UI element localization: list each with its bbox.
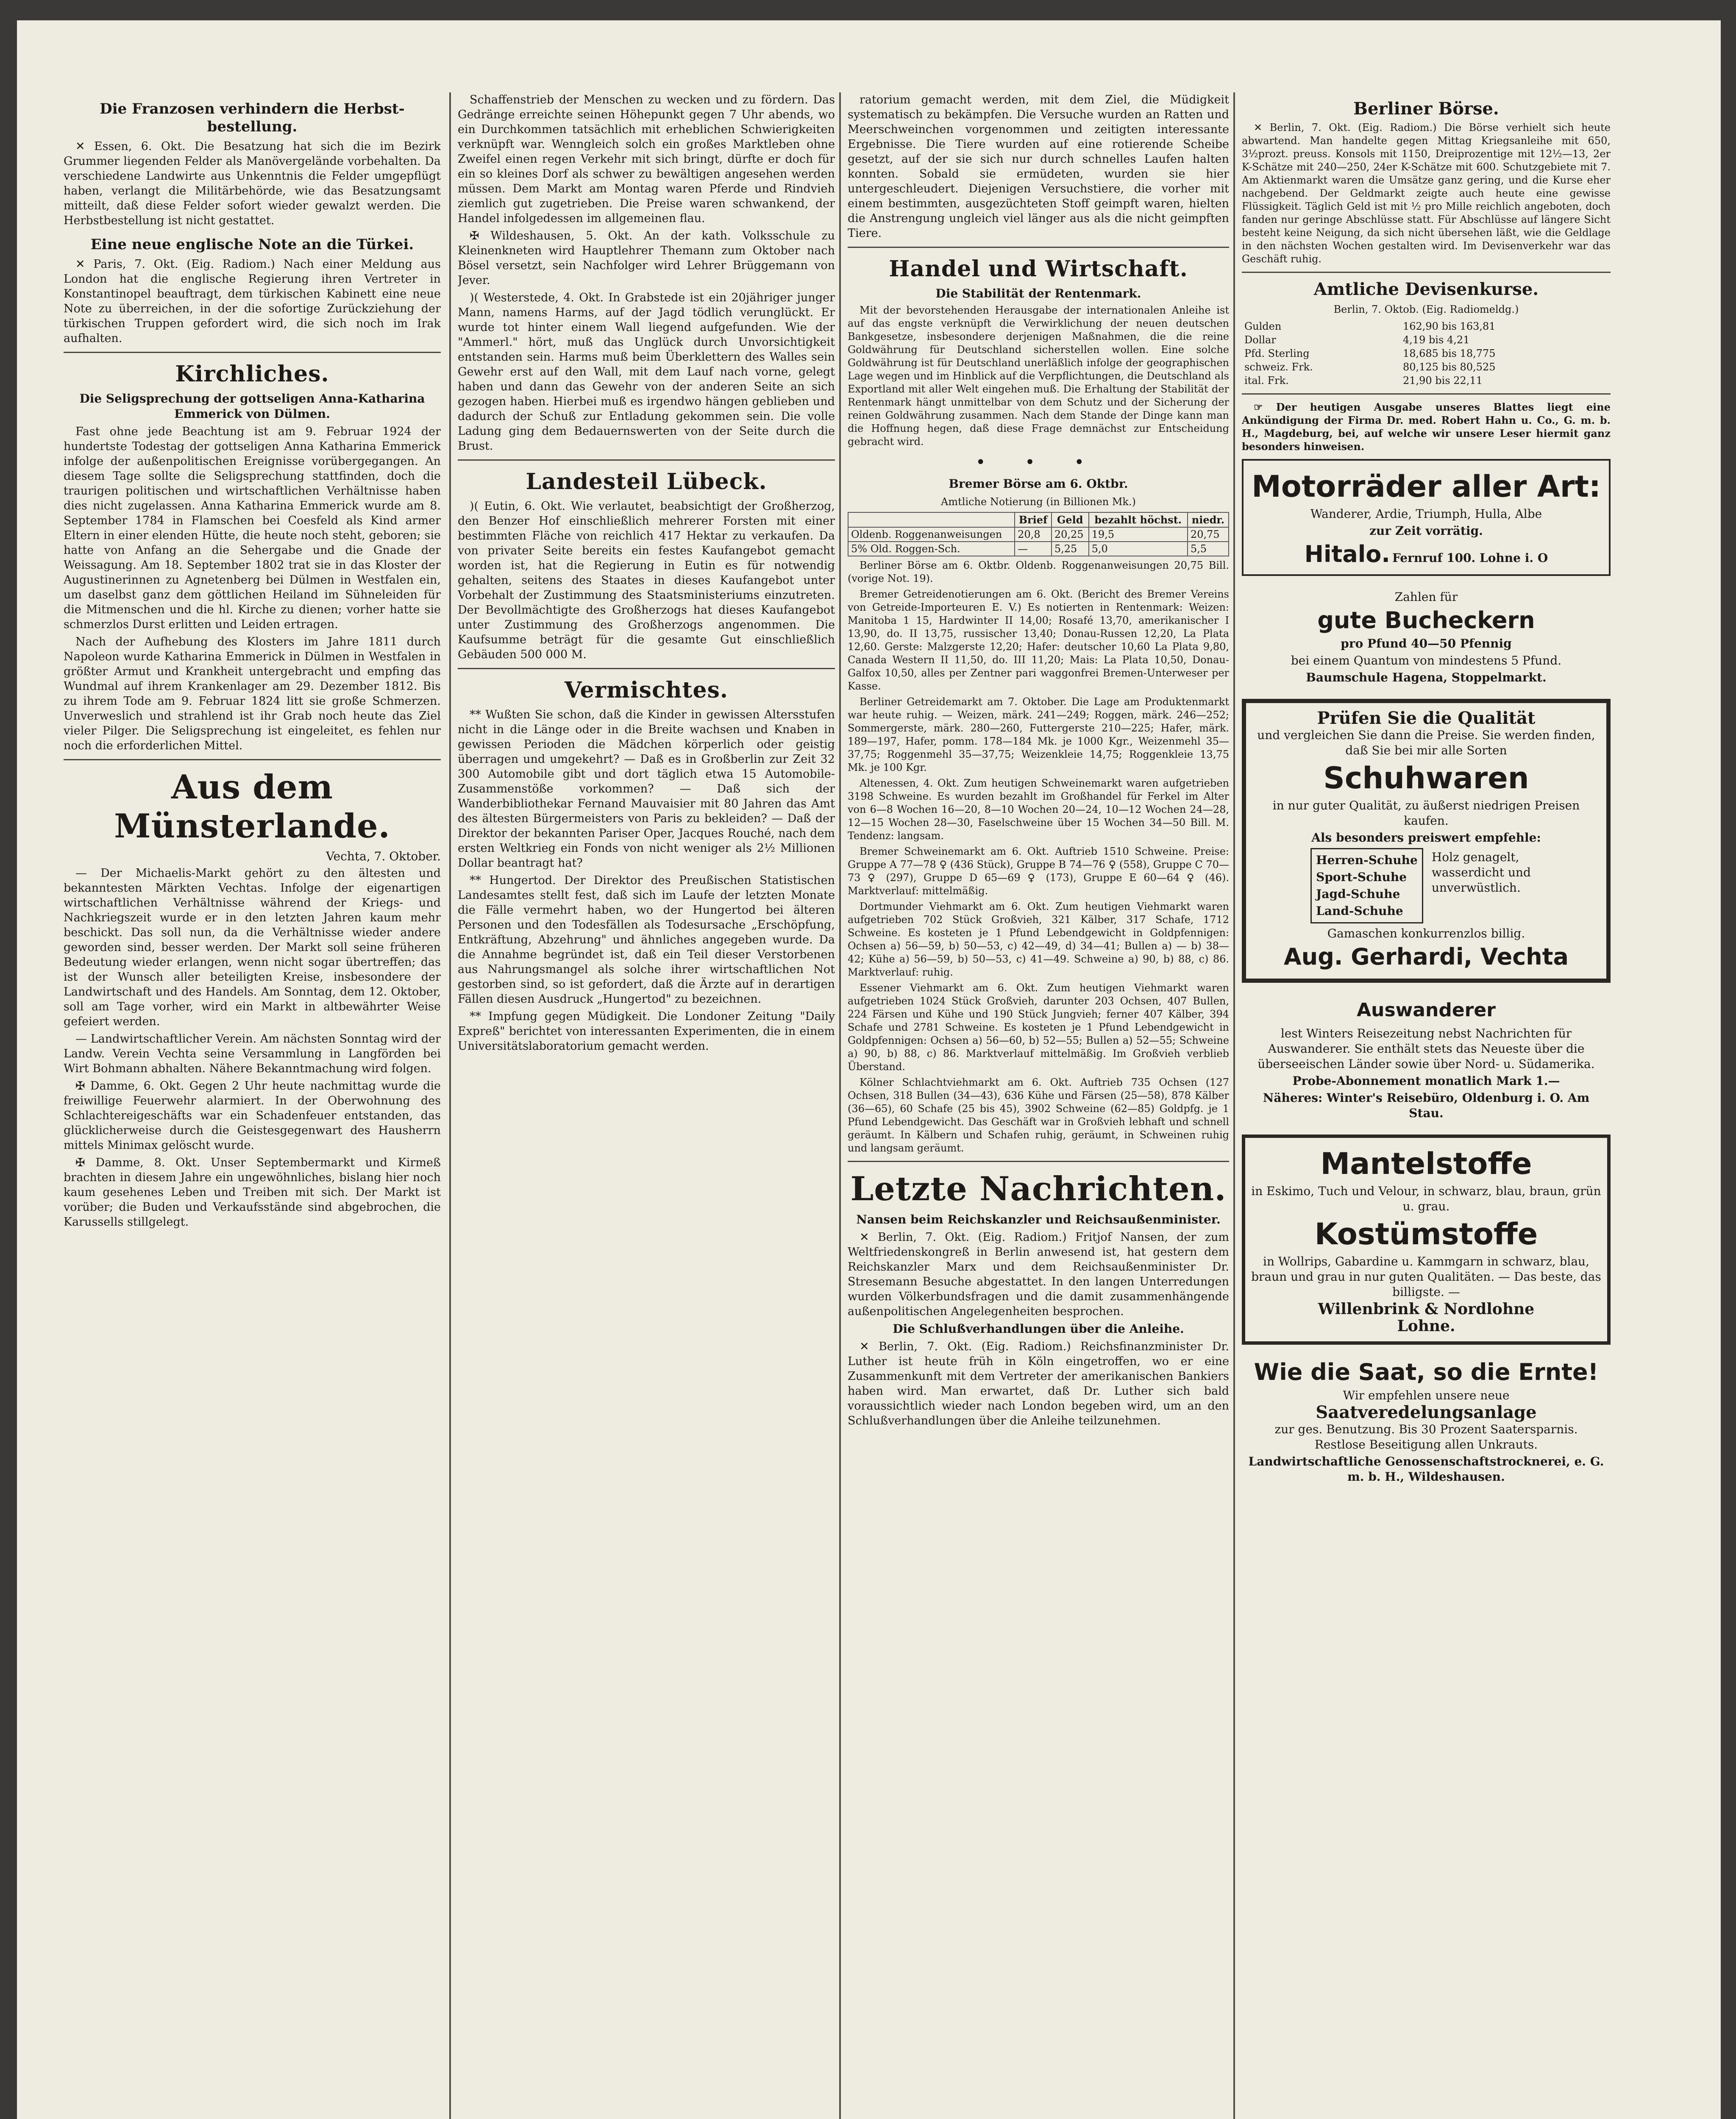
table-cell: Gulden <box>1244 320 1282 332</box>
divider <box>64 759 441 760</box>
ad-title: Schuhwaren <box>1323 761 1529 795</box>
section-title: Handel und Wirtschaft. <box>889 256 1188 282</box>
ad-text: Holz genagelt, wasserdicht und unverwüstlich. <box>1431 850 1531 895</box>
table-cell: 5,0 <box>1089 542 1188 556</box>
ad-motorraeder <box>1242 459 1611 576</box>
table-cell: schweiz. Frk. <box>1244 361 1313 373</box>
article-subheadline: Die Schlußverhandlungen über die Anleihe. <box>893 1322 1184 1336</box>
article-text: ✕ Essen, 6. Okt. Die Besatzung hat sich die im Bezirk Grummer liegenden Felder als Manövergelände vorbehalten. Da verschiedene Landwirte aus Unkenntnis die Felder umgepflügt haben, verlangt die Militärbehörde, wie das Besatzungsamt mitteilt, daß diese Felder sofort wieder gewalzt werden. Die Herbstbestellung ist nicht gestattet. <box>64 140 441 227</box>
divider <box>64 352 441 353</box>
article-text: ✠ Damme, 8. Okt. Unser Septembermarkt und Kirmeß brachten in diesem Jahre ein ungewöhnliches, bislang hier noch kaum gesehenes Leben und Treiben mit sich. Der Markt ist vorüber; die Buden und Verkaufsstände sind abgebrochen, die Karussells stillgelegt. <box>64 1156 441 1229</box>
column-rule <box>1233 92 1235 2119</box>
column-rule <box>449 92 451 2119</box>
ad-text: in Wollrips, Gabardine u. Kammgarn in schwarz, blau, braun und grau in nur guten Qualitäten. — Das beste, das billigste. — <box>1251 1254 1601 1299</box>
article-text: Kölner Schlachtviehmarkt am 6. Okt. Auftrieb 735 Ochsen (127 Ochsen, 318 Bullen (34—43), 636 Kühe und Färsen (25—58), 878 Kälber (36—65), 60 Schafe (25 bis 45), 3902 Schweine (62—85) Goldpfg. je 1 Pfund Lebendgewicht. Das Geschäft war in Großvieh lebhaft und schnell geräumt. In Kälbern und Schafen ruhig, geräumt, in Schweinen ruhig und langsam geräumt. <box>848 1076 1229 1154</box>
section-title: Vermischtes. <box>564 677 729 703</box>
ad-text: Wanderer, Ardie, Triumph, Hulla, Albe <box>1310 507 1542 521</box>
table-row <box>1242 360 1611 374</box>
newspaper-page <box>17 20 1721 2119</box>
article-text: ✕ Berlin, 7. Okt. (Eig. Radiom.) Reichsfinanzminister Dr. Luther ist heute früh in Köln eingetroffen, wo er eine Zusammenkunft mit dem Vertreter der amerikanischen Bankiers haben wird. Man erwartet, daß Dr. Luther sich bald voraussichtlich wieder nach London begeben wird, um an den Schlußverhandlungen über die Anleihe teilzunehmen. <box>848 1340 1229 1427</box>
column-2 <box>458 92 835 1056</box>
ad-text: pro Pfund 40—50 Pfennig <box>1341 637 1512 651</box>
table-row <box>1242 347 1611 360</box>
ad-bucheckern <box>1242 582 1611 693</box>
ad-text: Probe-Abonnement monatlich Mark 1.— <box>1292 1074 1560 1088</box>
devisen-table <box>1242 320 1611 387</box>
ad-firm: Willenbrink & Nordlohne <box>1318 1300 1535 1318</box>
ad-text: bei einem Quantum von mindestens 5 Pfund. <box>1291 653 1562 667</box>
ad-firm: Baumschule Hagena, Stoppelmarkt. <box>1306 670 1547 684</box>
article-text: ratorium gemacht werden, mit dem Ziel, die Müdigkeit systematisch zu bekämpfen. Die Versuche wurden an Ratten und Meerschweinchen vorgenommen und zeitigten interessante Ergebnisse. Die Tiere wurden auf eine rotierende Scheibe gesetzt, auf der sie sich nur durch schnelles Laufen halten konnten. Sobald sie ermüdeten, wurden sie hier untergeschleudert. Diejenigen Versuchstiere, die vorher mit einem bestimmten, ausgezüchteten Stoff geimpft waren, hielten die Anstrengung ungleich viel länger aus als die nicht geimpften Tiere. <box>848 93 1229 240</box>
ad-item: Jagd-Schuhe <box>1316 887 1400 901</box>
table-cell: 162,90 bis 163,81 <box>1402 320 1496 332</box>
ad-text: und vergleichen Sie dann die Preise. Sie werden finden, daß Sie bei mir alle Sorten <box>1257 728 1595 757</box>
ad-text: Wir empfehlen unsere neue <box>1343 1388 1510 1402</box>
dateline: Vechta, 7. Oktober. <box>326 849 441 863</box>
divider <box>1242 393 1611 395</box>
ad-headline: Auswanderer <box>1357 999 1496 1021</box>
table-cell: Pfd. Sterling <box>1244 348 1310 359</box>
ad-headline: Kostümstoffe <box>1314 1217 1538 1251</box>
ad-firm: Landwirtschaftliche Genossenschaftstrocknerei, e. G. m. b. H., Wildeshausen. <box>1248 1454 1604 1484</box>
section-title: Landesteil Lübeck. <box>526 469 767 495</box>
article-text: Fast ohne jede Beachtung ist am 9. Februar 1924 der hundertste Todestag der gottseligen Anna Katharina Emmerick infolge der außenpolitischen Ereignisse vorübergegangen. An diesem Tage sollte die Seligsprechung stattfinden, doch die traurigen politischen und wirtschaftlichen Verhältnisse haben dies nicht zugelassen. Anna Katharina Emmerick wurde am 8. September 1784 in Flamschen bei Coesfeld als Kind armer Eltern in einer elenden Hütte, die heute noch steht, geboren; sie hatte von Anfang an die Sehergabe und die Gnade der Weissagung. Am 18. September 1802 trat sie in das Kloster der Augustinerinnen zu Agnetenberg bei Dülmen in Westfalen ein, um daselbst ganz dem göttlichen Heiland im Sühneleiden für die Mitmenschen und die hl. Kirche zu dienen; vorher hatte sie schmerzlos Durst erlitten und Leiden ertragen. <box>64 425 441 631</box>
table-cell: 80,125 bis 80,525 <box>1402 361 1496 373</box>
table-header: bezahlt höchst. <box>1089 512 1188 527</box>
section-title: Aus dem Münsterlande. <box>114 768 390 845</box>
table-cell: Dollar <box>1244 334 1276 346</box>
article-headline: Die Franzosen verhindern die Herbst-bestellung. <box>100 100 405 135</box>
ad-stoffe <box>1242 1135 1611 1345</box>
table-cell: Oldenb. Roggenanweisungen <box>848 527 1015 542</box>
ad-headline: Mantelstoffe <box>1320 1146 1532 1181</box>
table-header: Brief <box>1015 512 1052 527</box>
ad-text: Als besonders preiswert empfehle: <box>1311 831 1541 845</box>
table-cell: ital. Frk. <box>1244 375 1289 387</box>
table-header: niedr. <box>1188 512 1229 527</box>
article-text: )( Westerstede, 4. Okt. In Grabstede ist ein 20jähriger junger Mann, namens Harms, auf der Jagd tödlich verunglückt. Er wurde tot hinter einem Wall liegend aufgefunden. Wie der "Ammerl." hört, muß das Unglück durch Unvorsichtigkeit entstanden sein. Harms muß beim Überklettern des Walles sein Gewehr erst auf den Wall, mit dem Lauf nach vorne, gelegt haben und dann das Gewehr von der anderen Seite an sich gezogen haben. Hierbei muß es irgendwo hängen geblieben und dadurch der Schuß zur Entladung gekommen sein. Die volle Ladung ging dem Bedauernswerten von der Seite durch die Brust. <box>458 291 835 453</box>
column-rule <box>839 92 841 2119</box>
ad-contact: Fernruf 100. Lohne i. O <box>1392 551 1548 565</box>
article-text: ** Wußten Sie schon, daß die Kinder in gewissen Altersstufen nicht in die Länge oder in die Breite wachsen und Knaben in gewissen Perioden die Mädchen körperlich oder geistig überragen und umgekehrt? — Daß es in Großberlin zur Zeit 32 300 Automobile gibt und dort täglich etwa 15 Automobile-Zusammenstöße vorkommen? — Daß sich der Wanderbibliothekar Fernand Mauvaisier mit 80 Jahren das Amt des ältesten Bürgermeisters von Paris zu bekleiden? — Daß der Direktor der bekannten Pariser Oper, Jacques Rouché, nach dem ersten Weltkrieg ein Fonds von nicht weniger als 2½ Millionen Dollar beantragt hat? <box>458 708 835 870</box>
article-text: Bremer Getreidenotierungen am 6. Okt. (Bericht des Bremer Vereins von Getreide-Importeuren E. V.) Es notierten in Rentenmark: Weizen: Manitoba 1 15, Hardwinter II 14,00; Rosafé 13,70, amerikanischer I 13,90, do. II 13,75, russischer 13,40; Donau-Russen 12,20, La Plata 12,60. Gerste: Malzgerste 12,20; Hafer: deutscher 10,60 La Plata 9,80, Canada Western II 11,50, do. III 11,20; Mais: La Plata 10,50, Donau-Galfox 10,50, alles per Zentner pari waggonfrei Bremen-Unterweser per Kasse. <box>848 588 1229 692</box>
ad-headline: Wie die Saat, so die Ernte! <box>1254 1359 1599 1385</box>
divider <box>848 247 1229 248</box>
article-subheadline: Die Seligsprechung der gottseligen Anna-Katharina Emmerick von Dülmen. <box>79 392 425 421</box>
ad-firm: Aug. Gerhardi, Vechta <box>1284 943 1569 970</box>
table-row <box>848 527 1229 542</box>
ad-item: Land-Schuhe <box>1316 904 1403 918</box>
article-text: Berliner Börse am 6. Oktbr. Oldenb. Roggenanweisungen 20,75 Bill. (vorige Not. 19). <box>848 559 1229 584</box>
article-text: Nach der Aufhebung des Klosters im Jahre 1811 durch Napoleon wurde Katharina Emmerick in Dülmen in Westfalen in größter Armut und Krankheit untergebracht und empfing das Wundmal auf ihrem Krankenlager am 29. Dezember 1812. Bis zu ihrem Tode am 9. Februar 1824 litt sie große Schmerzen. Unverweslich und strahlend ist ihr Grab noch heute das Ziel vieler Pilger. Die Seligsprechung ist eingeleitet, es fehlen nur noch die erforderlichen Mittel. <box>64 635 441 752</box>
table-row <box>848 542 1229 556</box>
ad-title: Saatveredelungsanlage <box>1316 1402 1537 1422</box>
table-title: Bremer Börse am 6. Oktbr. <box>949 477 1128 491</box>
table-cell: 20,75 <box>1188 527 1229 542</box>
table-row <box>1242 333 1611 347</box>
divider <box>1242 272 1611 273</box>
ad-item-list <box>1310 848 1423 923</box>
ad-text: Zahlen für <box>1394 590 1458 604</box>
ad-text: in nur guter Qualität, zu äußerst niedrigen Preisen kaufen. <box>1272 798 1580 828</box>
article-text: — Der Michaelis-Markt gehört zu den ältesten und bekanntesten Märkten Vechtas. Infolge der eigenartigen wirtschaftlichen Verhältnisse während der Kriegs- und Nachkriegszeit wurde er in den letzten Jahren kaum mehr beschickt. Das soll nun, da die Verhältnisse wieder andere geworden sind, besser werden. Der Markt soll seine früheren Bedeutung wieder erlangen, wenn nicht sogar übertreffen; das ist der Wunsch aller beteiligten Kreise, insbesondere der Landwirtschaft und des Handels. Am Sonntag, dem 12. Oktober, soll am Tage vorher, wird ein Markt in altbewährter Weise gefeiert werden. <box>64 867 441 1028</box>
article-text: ✠ Damme, 6. Okt. Gegen 2 Uhr heute nachmittag wurde die freiwillige Feuerwehr alarmiert. In der Oberwohnung des Schlachtereigeschäfts war ein Schadenfeuer entstanden, das glücklicherweise durch die Geistesgegenwart des Hausherrn mittels Minimax gelöscht wurde. <box>64 1079 441 1152</box>
article-text: — Landwirtschaftlicher Verein. Am nächsten Sonntag wird der Landw. Verein Vechta seine Versammlung in Langförden bei Wirt Bohmann abhalten. Nähere Bekanntmachung wird folgen. <box>64 1032 441 1075</box>
table-cell: — <box>1015 542 1052 556</box>
article-text: ✕ Berlin, 7. Okt. (Eig. Radiom.) Fritjof Nansen, der zum Weltfriedenskongreß in Berlin anwesend ist, hat gestern dem Reichskanzler Marx und dem Reichsaußenminister Dr. Stresemann Besuche abgestattet. In den langen Unterredungen wurden Völkerbundsfragen und die damit zusammenhängende außenpolitischen Angelegenheiten besprochen. <box>848 1231 1229 1318</box>
article-text: Mit der bevorstehenden Herausgabe der internationalen Anleihe ist auf das engste verknüpft die Verwirklichung der neuen deutschen Bankgesetze, insbesondere derjenigen Maßnahmen, die die reine Goldwährung für Deutschland sicherstellen wollen. Eine solche Goldwährung ist für Deutschland unerläßlich infolge der geographischen Lage wegen und im Hinblick auf die Verpflichtungen, die Deutschland als Exportland mit aller Welt eingehen muß. Die Erhaltung der Stabilität der Rentenmark hängt unmittelbar von dem Schutz und der Sicherung der reinen Goldwährung zusammen. Nach dem Stande der Dinge kann man die Hoffnung hegen, daß diese Frage demnächst zur Entscheidung gebracht wird. <box>848 304 1229 448</box>
divider <box>458 668 835 669</box>
article-text: Essener Viehmarkt am 6. Okt. Zum heutigen Viehmarkt waren aufgetrieben 1024 Stück Großvieh, darunter 203 Ochsen, 407 Bullen, 224 Färsen und Kühe und 190 Stück Jungvieh; ferner 407 Kälber, 394 Schafe und 2781 Schweine. Es kosteten je 1 Pfund Lebendgewicht in Goldpfennigen: Ochsen a) 56—60, b) 52—55; Bullen a) 52—55; Schweine a) 90, b) 88, c) 86. Marktverlauf mittelmäßig. Im Großvieh verblieb Überstand. <box>848 982 1229 1073</box>
ad-text: zur ges. Benutzung. Bis 30 Prozent Saatersparnis. Restlose Beseitigung allen Unkrauts. <box>1274 1422 1578 1452</box>
ad-schuhwaren <box>1242 699 1611 983</box>
article-text: Berliner Getreidemarkt am 7. Oktober. Die Lage am Produktenmarkt war heute ruhig. — Weizen, märk. 241—249; Roggen, märk. 246—252; Sommergerste, märk. 280—260, Futtergerste 210—225; Hafer, märk. 189—197, Hafer, pomm. 178—184 Mk. je 1000 Kgr., Weizenmehl 35—37,75; Roggenmehl 35—37,75; Weizenkleie 14,75; Roggenkleie 13,75 Mk. je 100 Kgr. <box>848 696 1229 773</box>
article-text: ✕ Paris, 7. Okt. (Eig. Radiom.) Nach einer Meldung aus London hat die englische Regierung ihren Vertreter in Konstantinopel beauftragt, dem türkischen Kabinett eine neue Note zu überreichen, in der die sofortige Zurückziehung der türkischen Truppen gefordert wird, die sich noch im Irak aufhalten. <box>64 258 441 345</box>
article-text: Altenessen, 4. Okt. Zum heutigen Schweinemarkt waren aufgetrieben 3198 Schweine. Es wurden bezahlt im Großhandel für Ferkel im Alter von 6—8 Wochen 16—20, 8—10 Wochen 20—24, 10—12 Wochen 24—28, 12—15 Wochen 28—30, Faselschweine über 15 Wochen 34—50 Bill. M. Tendenz: langsam. <box>848 777 1229 842</box>
ad-firm: Hitalo. <box>1304 541 1390 567</box>
article-text: ✕ Berlin, 7. Okt. (Eig. Radiom.) Die Börse verhielt sich heute abwartend. Man handelte gegen Mittag Kriegsanleihe mit 650, 3½prozt. preuss. Konsols mit 1150, Dreiprozentige mit 12½—13, 2er K-Schätze mit 240—250, 24er K-Schätze mit 600. Schutzgebiete mit 7. Am Aktienmarkt waren die Umsätze ganz gering, und die Kurse eher nachgebend. Der Geldmarkt zeigte auch heute eine gewisse Flüssigkeit. Täglich Geld ist mit ½ pro Mille reichlich angeboten, doch fanden nur geringe Abschlüsse statt. Für Abschlüsse auf längere Sicht besteht keine Neigung, da sich nicht übersehen läßt, wie die Geldlage in den nächsten Wochen gestalten wird. Im Devisenverkehr war das Geschäft ruhig. <box>1242 122 1611 265</box>
article-subheadline: Nansen beim Reichskanzler und Reichsaußenminister. <box>856 1212 1221 1226</box>
table-cell: 21,90 bis 22,11 <box>1402 375 1483 387</box>
ad-headline: Prüfen Sie die Qualität <box>1317 708 1536 728</box>
table-cell: 20,25 <box>1052 527 1089 542</box>
separator-dots: • • • <box>975 453 1102 472</box>
notice-text: ☞ Der heutigen Ausgabe unseres Blattes liegt eine Ankündigung der Firma Dr. med. Robert Hahn u. Co., G. m. b. H., Magdeburg, bei, auf welche wir unsere Leser hiermit ganz besonders hinweisen. <box>1242 401 1611 453</box>
section-title: Amtliche Devisenkurse. <box>1313 279 1539 299</box>
ad-item: Herren-Schuhe <box>1316 853 1418 867</box>
column-1 <box>64 92 441 1232</box>
table-cell: 5% Old. Roggen-Sch. <box>848 542 1015 556</box>
article-text: Dortmunder Viehmarkt am 6. Okt. Zum heutigen Viehmarkt waren aufgetrieben 702 Stück Großvieh, 321 Kälber, 317 Schafe, 1712 Schweine. Es kosteten je 1 Pfund Lebendgewicht in Goldpfennigen: Ochsen a) 56—59, b) 50—53, c) 42—49, d) 34—41; Bullen a) — b) 38—42; Kühe a) 56—59, b) 50—53, c) 41—49. Schweine a) 90, b) 88, c) 86. Marktverlauf: ruhig. <box>848 901 1229 978</box>
table-row <box>1242 374 1611 387</box>
table-cell: 18,685 bis 18,775 <box>1402 348 1496 359</box>
column-4 <box>1242 92 1611 1498</box>
ad-text: lest Winters Reisezeitung nebst Nachrichten für Auswanderer. Sie enthält stets das Neueste über die überseeischen Länder sowie über Nord- u. Südamerika. <box>1257 1026 1595 1071</box>
column-3 <box>848 92 1229 1431</box>
ad-text: zur Zeit vorrätig. <box>1369 524 1483 538</box>
ad-text: in Eskimo, Tuch und Velour, in schwarz, blau, braun, grün u. grau. <box>1251 1184 1601 1213</box>
article-text: Bremer Schweinemarkt am 6. Okt. Auftrieb 1510 Schweine. Preise: Gruppe A 77—78 ♀ (436 Stück), Gruppe B 74—76 ♀ (558), Gruppe C 70—73 ♀ (297), Gruppe D 65—69 ♀ (173), Gruppe E 60—64 ♀ (46). Marktverlauf: mittelmäßig. <box>848 845 1229 897</box>
section-title: Kirchliches. <box>175 361 329 387</box>
table-header <box>848 512 1015 527</box>
table-row <box>1242 320 1611 333</box>
ad-contact: Näheres: Winter's Reisebüro, Oldenburg i. O. Am Stau. <box>1263 1091 1590 1120</box>
ad-city: Lohne. <box>1397 1317 1455 1335</box>
table-cell: 5,5 <box>1188 542 1229 556</box>
article-text: ✠ Wildeshausen, 5. Okt. An der kath. Volksschule zu Kleinenkneten wird Hauptlehrer Themann zum Oktober nach Bösel versetzt, sein Nachfolger wird Lehrer Brüggemann von Jever. <box>458 229 835 287</box>
section-title: Letzte Nachrichten. <box>850 1170 1227 1208</box>
section-title: Berliner Börse. <box>1353 99 1499 119</box>
divider <box>458 459 835 461</box>
ad-headline: gute Bucheckern <box>1317 607 1535 634</box>
divider <box>848 1161 1229 1162</box>
ad-text: Gamaschen konkurrenzlos billig. <box>1327 926 1525 940</box>
ad-headline: Motorräder aller Art: <box>1252 469 1601 504</box>
ad-saat <box>1242 1351 1611 1492</box>
ad-auswanderer <box>1242 989 1611 1129</box>
table-cell: 5,25 <box>1052 542 1089 556</box>
article-text: ** Hungertod. Der Direktor des Preußischen Statistischen Landesamtes stellt fest, daß sich im Laufe der letzten Monate die Fälle vermehrt haben, wo der Hungertod bei älteren Personen und den Todesfällen als Todesursache „Erschöpfung, Entkräftung, Abzehrung" und ähnliches angegeben wurde. Da die Annahme begründet ist, daß ein Teil dieser Verstorbenen aus Nahrungsmangel als solche ihrer wirtschaftlichen Not gestorben sind, so ist gefordert, daß die Ärzte auf in derartigen Fällen diesen Ausdruck „Hungertod" zu bezeichnen. <box>458 874 835 1006</box>
table-cell: 19,5 <box>1089 527 1188 542</box>
table-cell: 4,19 bis 4,21 <box>1402 334 1470 346</box>
boerse-table <box>848 512 1229 556</box>
article-text: Schaffenstrieb der Menschen zu wecken und zu fördern. Das Gedränge erreichte seinen Höhepunkt gegen 7 Uhr abends, wo ein Durchkommen tatsächlich mit erheblichen Schwierigkeiten verknüpft war. Wenngleich solch ein großes Marktleben ohne Zweifel einen regen Verkehr mit sich bringt, dürfte er doch für ein so kleines Dorf als schwer zu bewältigen angesehen werden müssen. Dem Markt am Montag waren Pferde und Rindvieh ziemlich gut zugetrieben. Die Preise waren schwankend, der Handel infolgedessen im allgemeinen flau. <box>458 93 835 225</box>
article-text: ** Impfung gegen Müdigkeit. Die Londoner Zeitung "Daily Expreß" berichtet von interessanten Experimenten, die in einem Universitätslaboratorium gemacht werden. <box>458 1010 835 1053</box>
table-subtitle: Berlin, 7. Oktob. (Eig. Radiomeldg.) <box>1333 303 1519 315</box>
table-cell: 20,8 <box>1015 527 1052 542</box>
table-header: Geld <box>1052 512 1089 527</box>
article-subheadline: Die Stabilität der Rentenmark. <box>935 286 1141 300</box>
table-subtitle: Amtliche Notierung (in Billionen Mk.) <box>941 496 1136 508</box>
article-headline: Eine neue englische Note an die Türkei. <box>90 236 414 253</box>
article-text: )( Eutin, 6. Okt. Wie verlautet, beabsichtigt der Großherzog, den Benzer Hof einschließlich mehrerer Forsten mit einer bestimmten Fläche von reichlich 417 Hektar zu verkaufen. Da von privater Seite bereits ein festes Kaufangebot gemacht worden ist, hat die Regierung in Eutin es für notwendig gehalten, seitens des Staates in dieses Kaufangebot unter Vorbehalt der Zustimmung des Staatsministeriums einzutreten. Der Bevollmächtigte des Großherzogs hat dieses Kaufangebot unter Zustimmung des Großherzogs angenommen. Die Kaufsumme beträgt für die gesamte Gut einschließlich Gebäuden 500 000 M. <box>458 500 835 661</box>
ad-item: Sport-Schuhe <box>1316 870 1407 884</box>
